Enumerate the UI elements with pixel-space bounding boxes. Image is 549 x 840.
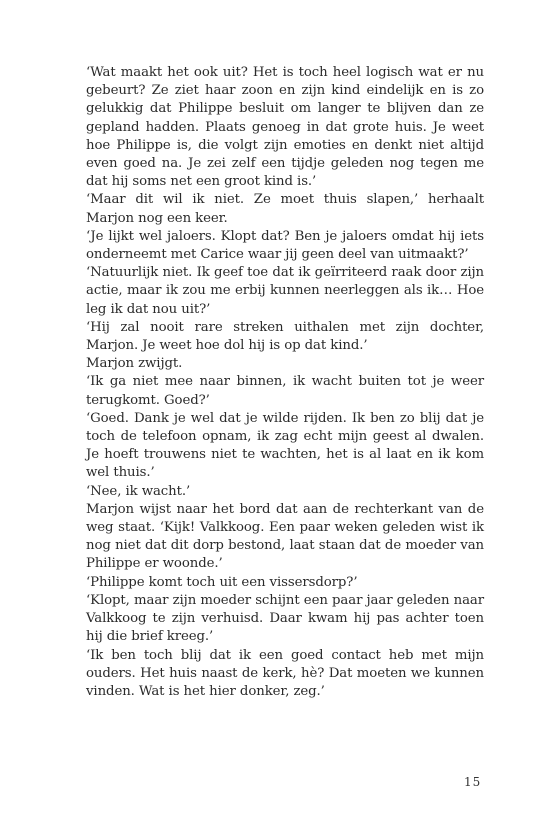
paragraph-10: Marjon wijst naar het bord dat aan de rechterkant van de weg staat. ‘Kijk! Valkkoog. Een paar weken geleden wist ik nog niet dat dit dorp bestond, laat staan dat de moeder van Philippe er woonde.’ <box>86 501 484 572</box>
paragraph-12: ‘Klopt, maar zijn moeder schijnt een paar jaar geleden naar Valkkoog te zijn verhuisd. Daar kwam hij pas achter toen hij die brief kreeg.’ <box>86 592 484 645</box>
body-text <box>86 64 484 701</box>
paragraph-4: ‘Natuurlijk niet. Ik geef toe dat ik geïrriteerd raak door zijn actie, maar ik zou me erbij kunnen neerleggen als ik… Hoe leg ik dat nou uit?’ <box>86 265 484 317</box>
paragraph-1: ‘Wat maakt het ook uit? Het is toch heel logisch wat er nu gebeurt? Ze ziet haar zoon en zijn kind eindelijk en is zo gelukkig dat Philippe besluit om langer te blijven dan ze gepland hadden. Plaats genoeg in dat grote huis. Je weet hoe Philippe is, die volgt zijn emoties en denkt niet altijd even goed na. Je zei zelf een tijdje geleden nog tegen me dat hij soms net een groot kind is.’ <box>86 65 484 190</box>
page-number: 15 <box>464 775 482 789</box>
paragraph-3: ‘Je lijkt wel jaloers. Klopt dat? Ben je jaloers omdat hij iets onderneemt met Carice waar jij geen deel van uitmaakt?’ <box>86 228 484 263</box>
paragraph-7: ‘Ik ga niet mee naar binnen, ik wacht buiten tot je weer terugkomt. Goed?’ <box>86 374 484 408</box>
paragraph-13: ‘Ik ben toch blij dat ik een goed contact heb met mijn ouders. Het huis naast de kerk, hè? Dat moeten we kunnen vinden. Wat is het hier donker, zeg.’ <box>86 647 484 699</box>
paragraph-2: ‘Maar dit wil ik niet. Ze moet thuis slapen,’ herhaalt Marjon nog een keer. <box>86 192 484 226</box>
paragraph-8: ‘Goed. Dank je wel dat je wilde rijden. Ik ben zo blij dat je toch de telefoon opnam, ik zag echt mijn geest al dwalen. Je hoeft trouwens niet te wachten, het is al laat en ik kom wel thuis.’ <box>86 410 484 481</box>
paragraph-6: Marjon zwijgt. <box>86 356 183 372</box>
paragraph-11: ‘Philippe komt toch uit een vissersdorp?’ <box>86 574 358 590</box>
paragraph-9: ‘Nee, ik wacht.’ <box>86 483 191 499</box>
paragraph-5: ‘Hij zal nooit rare streken uithalen met zijn dochter, Marjon. Je weet hoe dol hij is op dat kind.’ <box>86 319 484 354</box>
